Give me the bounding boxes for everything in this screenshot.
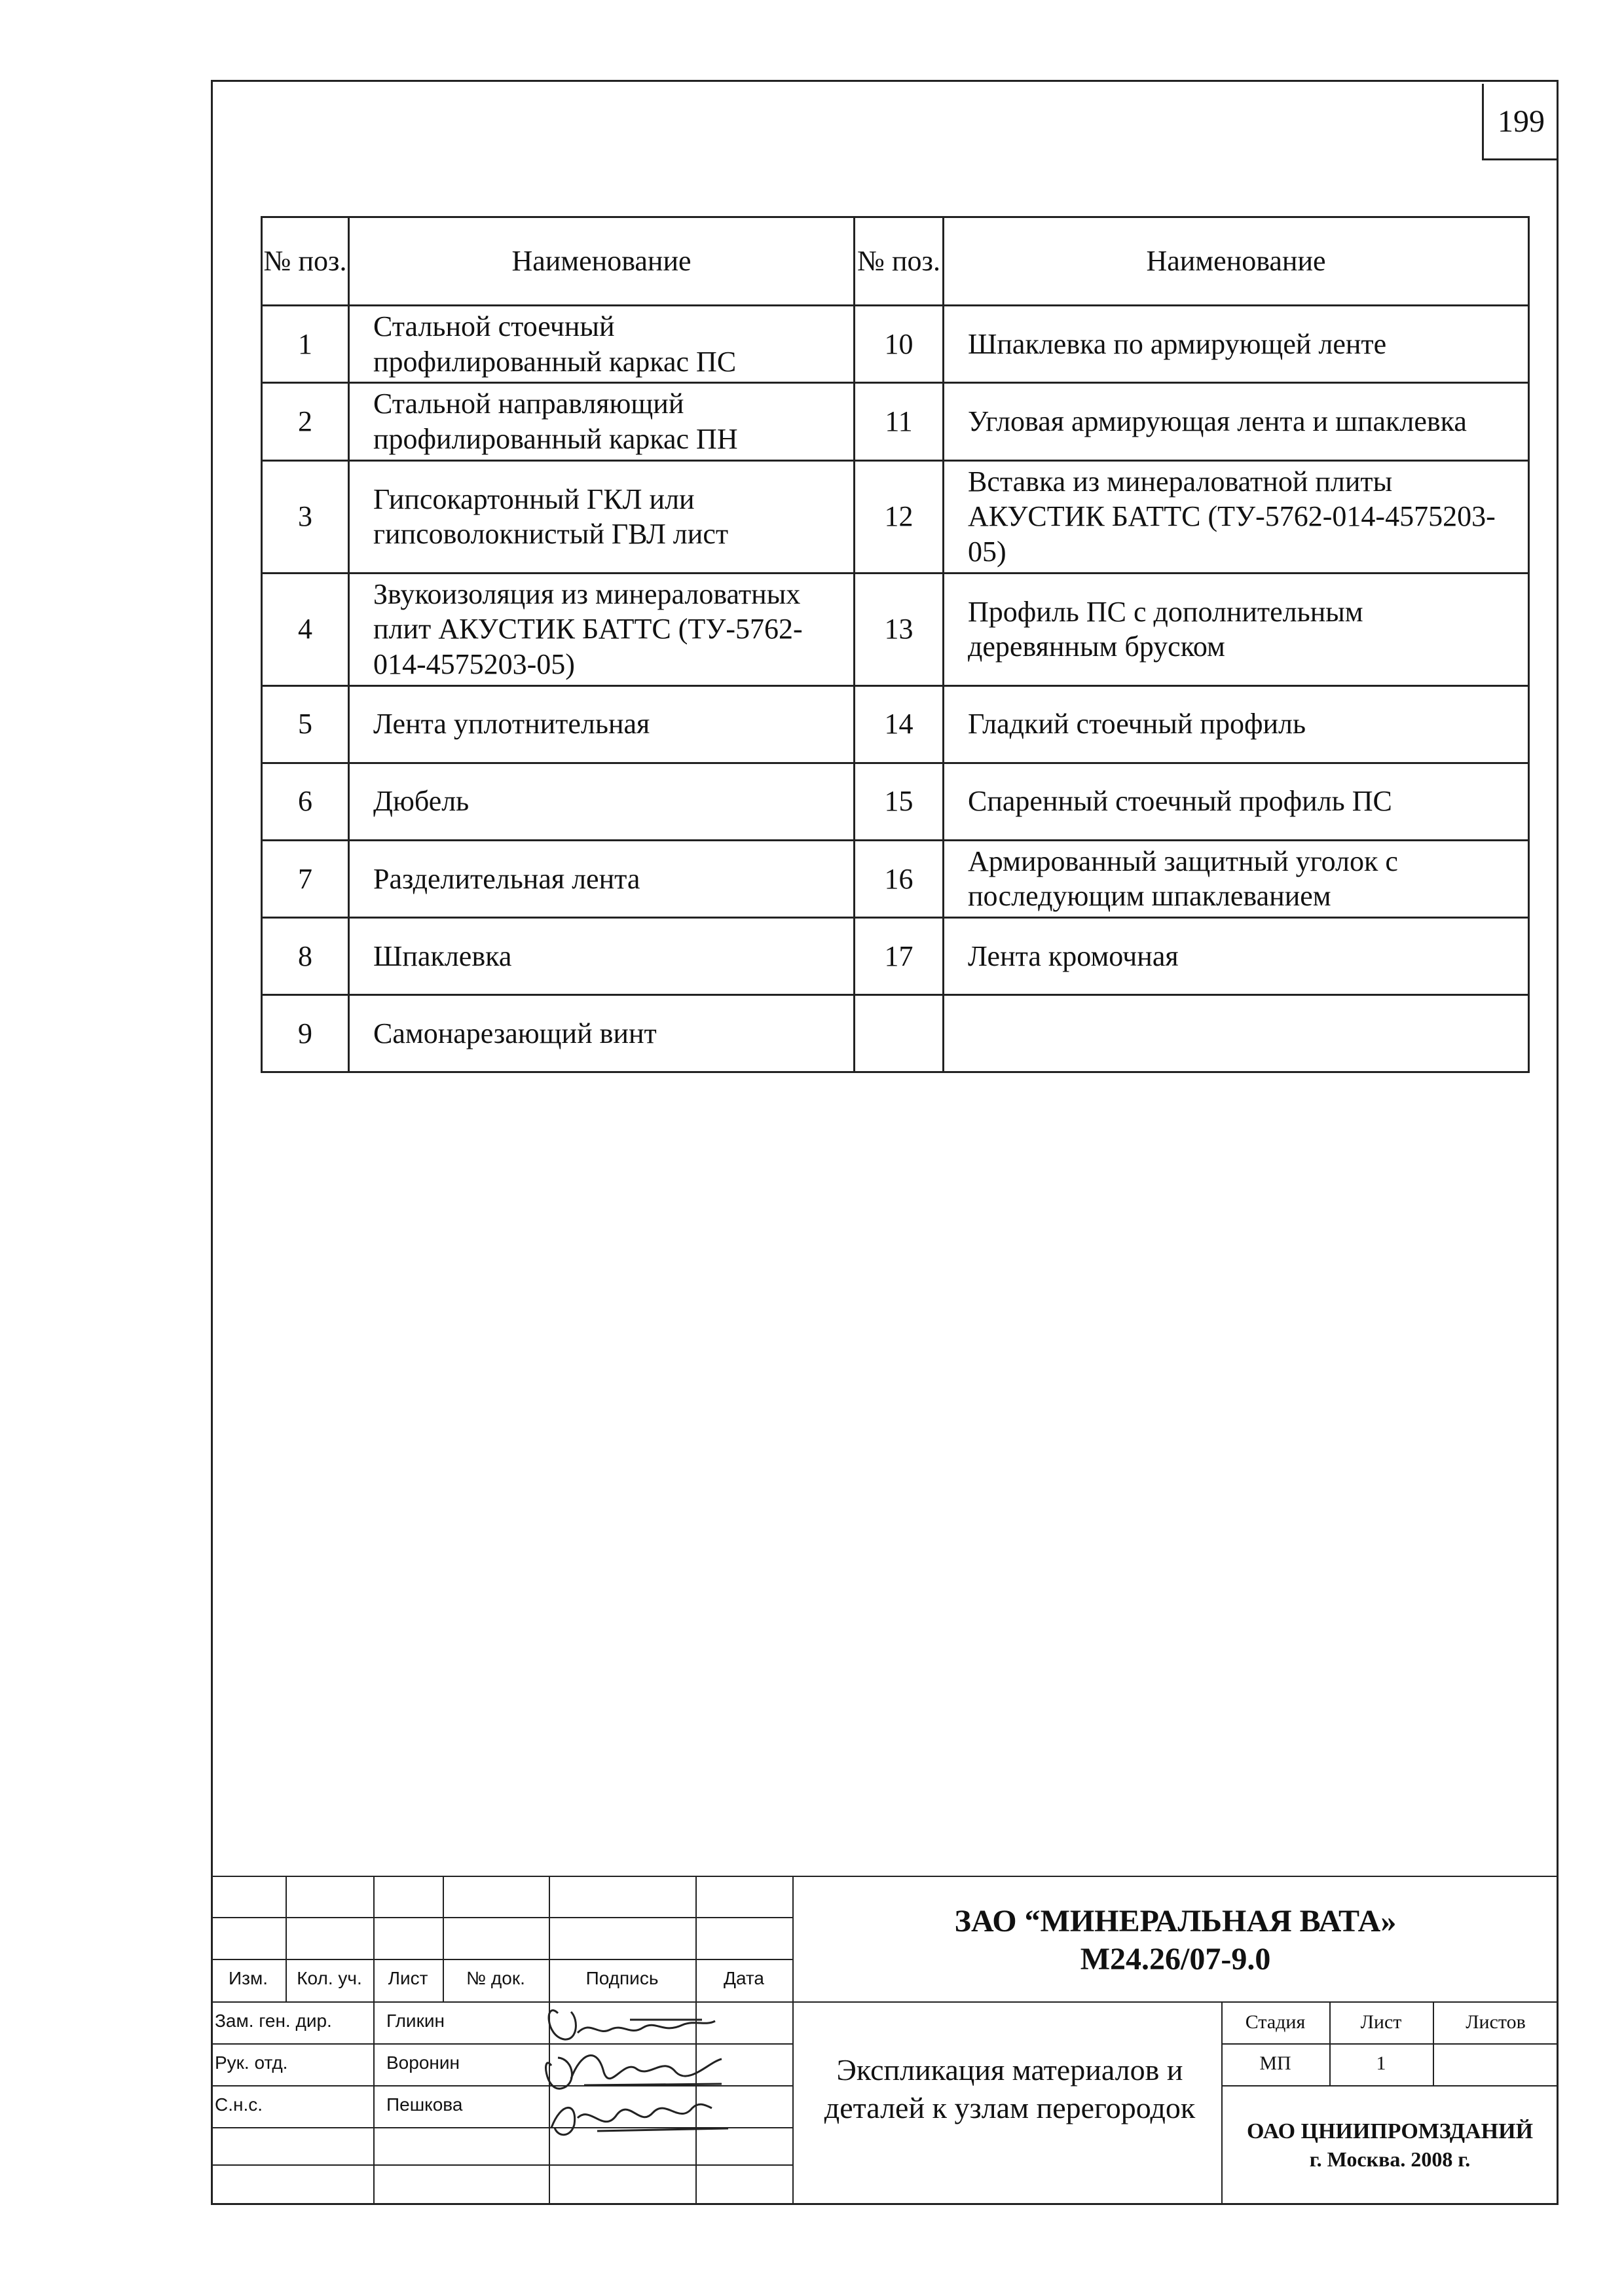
header-num-left: № поз. (262, 217, 349, 306)
name-voronin: Воронин (386, 2052, 460, 2073)
item-name: Шпаклевка по армирующей ленте (944, 306, 1529, 383)
col-header-doc: № док. (466, 1968, 525, 1988)
title-block (211, 1876, 1559, 2205)
signatures-image (532, 1974, 728, 2144)
table-row (262, 763, 1529, 840)
table-row (262, 918, 1529, 995)
item-name: Самонарезающий винт (349, 995, 855, 1072)
item-name: Стальной стоечный профилированный каркас ПС (349, 306, 855, 383)
position-number: 13 (855, 573, 944, 685)
position-number: 7 (262, 840, 349, 917)
item-name: Стальной направляющий профилированный каркас ПН (349, 383, 855, 460)
item-name: Вставка из минераловатной плиты АКУСТИК БАТТС (ТУ-5762-014-4575203-05) (944, 460, 1529, 573)
item-name: Армированный защитный уголок с последующим шпаклеванием (944, 840, 1529, 917)
position-number: 6 (262, 763, 349, 840)
item-name: Звукоизоляция из минераловатных плит АКУСТИК БАТТС (ТУ-5762-014-4575203-05) (349, 573, 855, 685)
col-header-date: Дата (723, 1968, 764, 1988)
stage-label: Стадия (1245, 2011, 1306, 2033)
specification-table (261, 216, 1530, 1073)
col-header-izm: Изм. (229, 1968, 268, 1988)
stage-value: МП (1259, 2052, 1291, 2074)
position-number: 4 (262, 573, 349, 685)
table-row (262, 306, 1529, 383)
item-name: Дюбель (349, 763, 855, 840)
document-code: М24.26/07-9.0 (1080, 1942, 1271, 1977)
position-number: 2 (262, 383, 349, 460)
sheet-value: 1 (1376, 2052, 1386, 2074)
position-number: 12 (855, 460, 944, 573)
item-name: Лента кромочная (944, 918, 1529, 995)
position-number: 15 (855, 763, 944, 840)
role-senior-researcher: С.н.с. (215, 2094, 263, 2115)
sheets-label: Листов (1466, 2011, 1526, 2033)
organization-name: ОАО ЦНИИПРОМЗДАНИЙ (1246, 2119, 1534, 2143)
role-deputy-director: Зам. ген. дир. (215, 2011, 332, 2031)
role-dept-head: Рук. отд. (215, 2052, 288, 2073)
city-year: г. Москва. 2008 г. (1309, 2147, 1471, 2171)
col-header-signature: Подпись (585, 1968, 659, 1988)
position-number: 3 (262, 460, 349, 573)
company-name: ЗАО “МИНЕРАЛЬНАЯ ВАТА» (954, 1904, 1397, 1939)
item-name: Гипсокартонный ГКЛ или гипсоволокнистый ГВЛ лист (349, 460, 855, 573)
position-number: 8 (262, 918, 349, 995)
name-peshkova: Пешкова (386, 2094, 463, 2115)
position-number: 10 (855, 306, 944, 383)
header-name-right: Наименование (944, 217, 1529, 306)
document-title: Экспликация материалов и деталей к узлам перегородок (824, 2053, 1196, 2124)
position-number: 14 (855, 685, 944, 763)
col-header-kol: Кол. уч. (297, 1968, 362, 1988)
position-number: 1 (262, 306, 349, 383)
header-name-left: Наименование (349, 217, 855, 306)
name-glikin: Гликин (386, 2011, 445, 2031)
item-name (944, 995, 1529, 1072)
header-num-right: № поз. (855, 217, 944, 306)
page-number: 199 (1482, 84, 1559, 160)
item-name: Профиль ПС с дополнительным деревянным бруском (944, 573, 1529, 685)
position-number: 16 (855, 840, 944, 917)
position-number: 9 (262, 995, 349, 1072)
position-number (855, 995, 944, 1072)
item-name: Лента уплотнительная (349, 685, 855, 763)
item-name: Шпаклевка (349, 918, 855, 995)
table-row (262, 995, 1529, 1072)
item-name: Угловая армирующая лента и шпаклевка (944, 383, 1529, 460)
table-row (262, 460, 1529, 573)
sheet-label: Лист (1360, 2011, 1402, 2033)
table-header-row (262, 217, 1529, 306)
table-row (262, 685, 1529, 763)
item-name: Гладкий стоечный профиль (944, 685, 1529, 763)
position-number: 17 (855, 918, 944, 995)
table-row (262, 573, 1529, 685)
table-row (262, 840, 1529, 917)
table-row (262, 383, 1529, 460)
item-name: Разделительная лента (349, 840, 855, 917)
position-number: 5 (262, 685, 349, 763)
item-name: Спаренный стоечный профиль ПС (944, 763, 1529, 840)
position-number: 11 (855, 383, 944, 460)
col-header-list: Лист (388, 1968, 428, 1988)
